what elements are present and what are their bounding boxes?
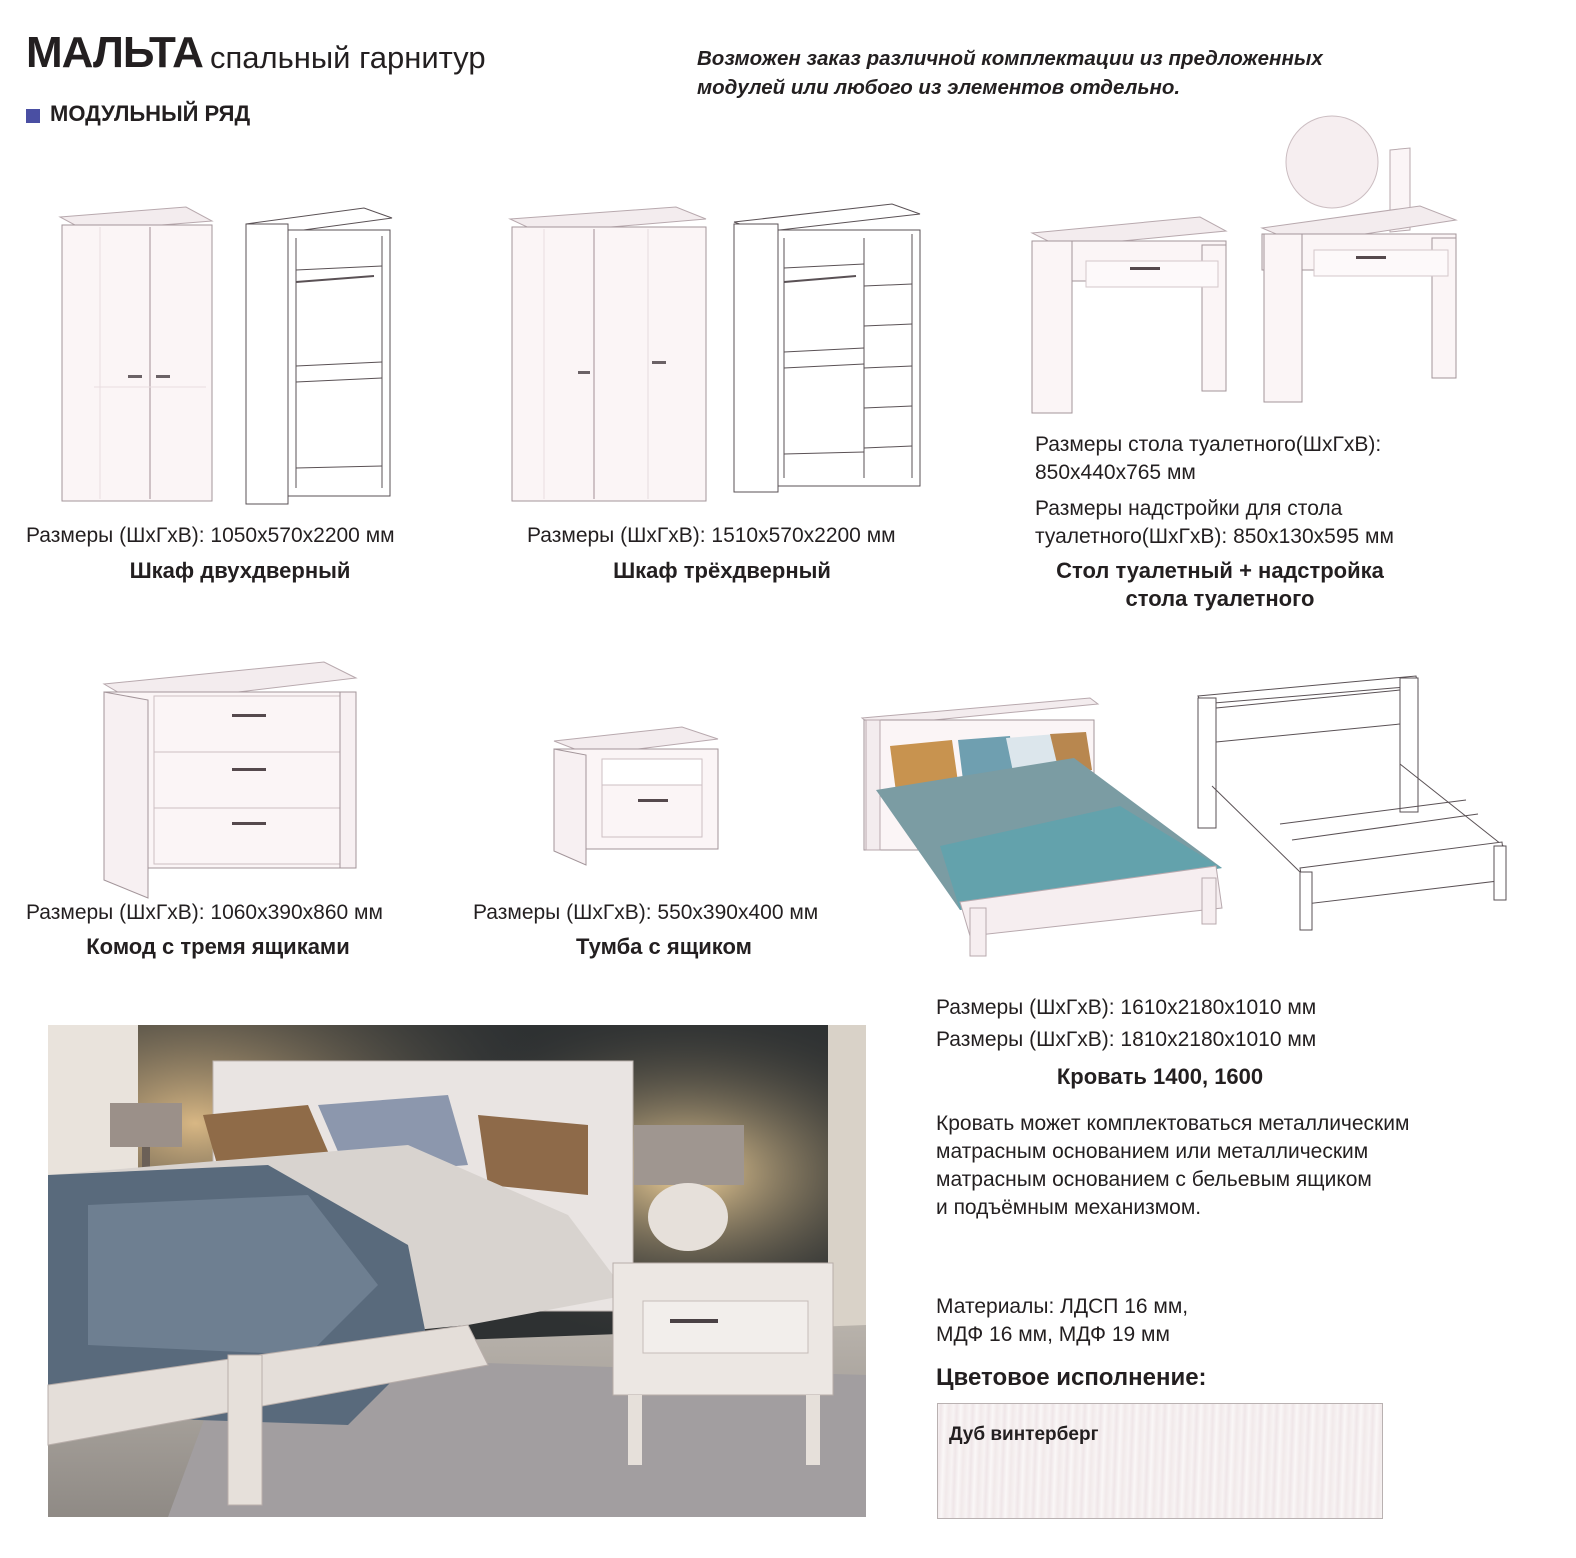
wardrobe-two-door-name: Шкаф двухдверный	[129, 558, 351, 583]
wardrobe-two-door-open-image	[244, 206, 394, 506]
color-swatch-label: Дуб винтерберг	[949, 1424, 1099, 1445]
order-note-line-1: Возможен заказ различной комплектации из предложенных	[697, 47, 1323, 70]
wardrobe-three-door-dimensions: Размеры (ШхГхВ): 1510х570х2200 мм	[527, 524, 896, 547]
dressing-table-with-mirror-image	[1260, 110, 1460, 410]
order-note	[697, 44, 1457, 102]
wardrobe-three-door-image	[506, 205, 711, 505]
dressing-table-image	[1030, 215, 1230, 415]
page-title: МАЛЬТА	[26, 28, 203, 77]
bed-description-line: матрасным основанием или металлическим	[936, 1140, 1369, 1163]
nightstand-name: Тумба с ящиком	[576, 934, 752, 959]
dressing-table-addon-dimensions-value: туалетного(ШхГхВ): 850х130х595 мм	[1035, 525, 1394, 548]
bed-image	[860, 696, 1225, 958]
bedroom-interior-photo	[48, 1025, 866, 1517]
color-swatch-oak-winterberg	[937, 1403, 1383, 1519]
dressing-table-dimensions-label: Размеры стола туалетного(ШхГхВ):	[1035, 433, 1382, 456]
bed-description-line: матрасным основанием с бельевым ящиком	[936, 1168, 1372, 1191]
dresser-dimensions: Размеры (ШхГхВ): 1060х390х860 мм	[26, 901, 383, 924]
bed-description-line: и подъёмным механизмом.	[936, 1196, 1202, 1219]
series-marker-icon	[26, 109, 40, 123]
order-note-line-2: модулей или любого из элементов отдельно.	[697, 76, 1181, 99]
bed-dimensions-1400: Размеры (ШхГхВ): 1610х2180х1010 мм	[936, 996, 1317, 1019]
color-option-heading: Цветовое исполнение:	[936, 1364, 1207, 1391]
dressing-table-name-line-2: стола туалетного	[1125, 586, 1315, 611]
bed-description	[936, 1110, 1536, 1222]
page-subtitle: спальный гарнитур	[210, 40, 486, 75]
bed-frame-image	[1196, 672, 1510, 934]
dresser-image	[102, 660, 358, 900]
nightstand-dimensions: Размеры (ШхГхВ): 550х390х400 мм	[473, 901, 819, 924]
bed-name: Кровать 1400, 1600	[1056, 1064, 1264, 1089]
series-label: МОДУЛЬНЫЙ РЯД	[50, 101, 251, 126]
materials-line-1: Материалы: ЛДСП 16 мм,	[936, 1295, 1189, 1318]
dressing-table-name-line-1: Стол туалетный + надстройка	[1056, 558, 1384, 583]
wardrobe-two-door-dimensions: Размеры (ШхГхВ): 1050х570х2200 мм	[26, 524, 395, 547]
dresser-name: Комод с тремя ящиками	[86, 934, 350, 959]
dressing-table-addon-dimensions-label: Размеры надстройки для стола	[1035, 497, 1343, 520]
bed-description-line: Кровать может комплектоваться металлическим	[936, 1112, 1410, 1135]
wardrobe-two-door-image	[56, 205, 216, 505]
wardrobe-three-door-open-image	[732, 202, 924, 496]
wardrobe-three-door-name: Шкаф трёхдверный	[613, 558, 831, 583]
dressing-table-dimensions-value: 850х440х765 мм	[1035, 461, 1196, 484]
nightstand-image	[552, 725, 722, 867]
bed-dimensions-1600: Размеры (ШхГхВ): 1810х2180х1010 мм	[936, 1028, 1317, 1051]
materials-line-2: МДФ 16 мм, МДФ 19 мм	[936, 1323, 1170, 1346]
